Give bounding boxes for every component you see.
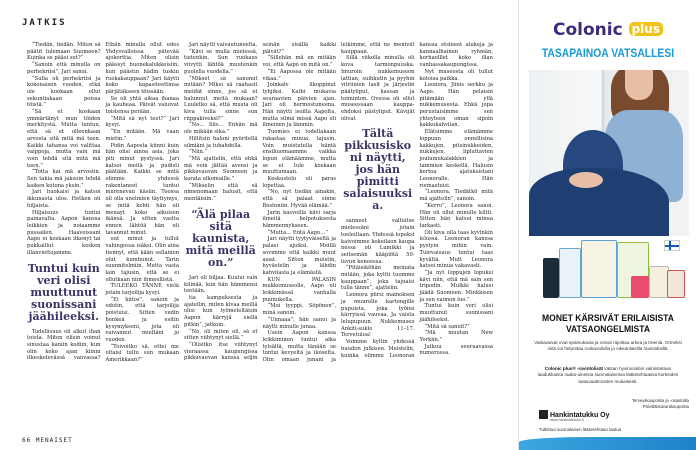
article-paragraph: Jarin kasvoilla kävi sarja ilmeitä helpotuksesta hämmennykseen. xyxy=(262,209,336,229)
ad-headline: MONET KÄRSIVÄT ERILAISISTA VATSAONGELMISTA xyxy=(542,313,674,335)
article-paragraph: tia kampuksesta ja ajatellin, miten kivaa meillä olisi kun työmeleltäisin Aapon kärryjä siellä pitkin”, jatkoin. xyxy=(184,294,258,328)
article-paragraph: “Sulla oli perhekriisi ja kokonaisen vuoden, etkä ole kookaan ollut sekuntiakaan poissa töistä.” xyxy=(27,75,101,109)
article-paragraph: Sillä viikolla minulla oli kova tarmonpuuska. Imuroin nukkemuseon lattian, suihkutin ja pyyhin vitriinien lasit ja järjestin päätyliput, kassan ja toiminton. Ovessa oli ollut museessaan kauppa-ehdoksi pästyliput. Kävijät olivat xyxy=(341,55,415,122)
article-paragraph: Elätsimme elämämme loppuun onnellisina kakkujen, pitsinukkeiden, nukkejen, lipluttavien joulumukalakkien ja tammien keskellä. Halusin kertoa ajatuksistani Leonoralle. Hän riemastuisi. xyxy=(419,129,493,189)
article-paragraph: “Sillehän mä en mitään voi, että Aapo on mitä on.” xyxy=(262,55,336,69)
ad-tagline: TASAPAINOA VATSALLESI xyxy=(541,48,675,60)
article-paragraph: “Mä ajattelin, että ehkä mä voin jättää aveosi ja pikkuvauvan Suomeen ja karata ulkomaille.” xyxy=(184,155,258,183)
brand-plus: plus xyxy=(629,22,663,36)
article-paragraph: KUN PALASIN mukkemuseolle, Aapo oli leikkimässä vanhalla puunukella. xyxy=(262,276,336,303)
article-paragraph: “Mikselin että sä nimenomaan halusit, että mentäisiin.” xyxy=(184,182,258,203)
article-paragraph: out minut ja tullut vahingossa isäksi. Olin aina tiennyt, että kään sellainen olut kumbunut. Tarin suunnitelmiin. Mutta vasta lain tajusin, että se ei ollutkaan niin ihmeellistä. xyxy=(105,236,179,283)
retailers-text xyxy=(632,398,689,410)
article-paragraph: Leonora, Jiinis serkku ja Aapo. Hän pelaisin pitämään yllä nukkemuseota. Ehkä jopa perustaisimme sen yhteyteen oman sipoin kakkukahvilan. xyxy=(419,82,493,129)
advertisement xyxy=(518,0,696,450)
article-paragraph: Jari huokaisi ja katsoi ikkunasta ulos. Hetken oli hiljaista. xyxy=(27,189,101,209)
ad-product-name: Colonic plus® -ravintolisät xyxy=(544,366,604,371)
brand-name: Colonic xyxy=(553,20,623,40)
ad-body-text: Vatsavaivat ovat epämukavia ja voivat rajoittaa arkea ja treeniä. Onneksi niitä voi helpottaa ruokavaliolla ja oikeanlaisilla ravintolisillä. xyxy=(534,340,682,352)
article-paragraph: Jari näytti tyytyväiseltä ja palasi ajoiksi. Meillä sovimme että kaikki muut asiat. Sitten muistin, hyvästelin ja lähdin kahvilasta ja elämästä. xyxy=(262,236,336,276)
pull-quote: Tuntui kuin veri olisi muuttunut suonissani jäähileeksi. xyxy=(27,261,100,323)
article-paragraph: Keskustelu oli paras lopettaa. xyxy=(262,176,336,189)
company-name: Hankintatukku Oy xyxy=(550,412,610,419)
article-paragraph: Oli kiva olla taas kyvinkin lelussa. Leonoran kanssa pystyin mihin vain. Tulevaisuus tuntui taas kyvältä. Mutt Leonora katsoi minua vakavasti. xyxy=(419,229,493,270)
article-paragraph: “Pitäisiköhän meinata mitään, joka kyltti tuomme kauppaan”, joku tajuaisi tulla tänne”, ajattelin. xyxy=(341,265,415,292)
page-folio: 66 MENAISET xyxy=(22,437,73,444)
article-paragraph: “Olisitko itse viihtynyt vieraassa kaupungissa pikkuvauvan kanssa seljin seinän sisällä kaikki päivät?” xyxy=(184,42,336,362)
article-paragraph: Pidin Aaposta kiinni kuin hän olisi ainoa asia, joka piti minut pystyssä. Jari katsoi meitä ja pudisti päätään. Kaikki se mitä olimme yhdessä rakentaneet tuntui murenevan käsiin. Toossa oli olla unelmien täyttymys, se mitä kohti hän oli menayt koko aikuisen ikänsä. Ja sitten vastta ennen lähtöä hän oli tavannut minut. xyxy=(105,142,179,236)
article-paragraph: Tuntui kuin veri olisi muuttunut suonissani jäähileeksi. xyxy=(419,303,493,323)
article-paragraph: Se oli yhtä aikaa ihanaa ja kauheaa. Päivät valuivat toistensa perään. xyxy=(105,95,179,116)
finnish-flag-icon xyxy=(664,240,680,251)
company-logo-icon xyxy=(539,410,548,419)
decorative-wave xyxy=(519,437,696,450)
section-kicker: JATKIS xyxy=(22,18,67,28)
article-paragraph: “Ei kiitos”, sanoin ja odotin, että tarjoilija poistuisi. Sitten vedin henkeä ja esitin kysymykseni, jota oli vaivannut mieltäni jo vuoden. xyxy=(105,296,179,343)
article-paragraph: “Mikset sä sanonut mitään? Miksi sä raahasit meidät sinne, jos sä et halunnut meitä mukaan? Luuletko sä, että musta oli kiva tulla sinne sun riippakiveksi?” xyxy=(184,75,258,122)
brand-logo xyxy=(519,20,696,40)
article-paragraph: “Toivoitko sä, ettei me oltaisi tultu sun mukaan Amerikkaan?” xyxy=(105,343,179,364)
article-paragraph: “Totta kai mä arvostin. Sen takia mä jaksoin tehdä kaiken kotona yksin.” xyxy=(27,169,101,189)
company-tagline: Tutkittua suomalaisen lääketehtaan laatua xyxy=(539,427,622,432)
article-paragraph: “Ja nyt loppujen lopuksi kävi niin, että mä sain sen tripodin. Mulkki halusi jäädä Suomeen. Minkkisen ja sen vaimon luo.” xyxy=(419,269,493,303)
article-paragraph: “Leonora. Tiedätkö mitä mä ajattelin”, sanoin. xyxy=(419,189,493,203)
article-paragraph: Nyt museosta oli tullut kotoisa paikka. xyxy=(419,68,493,82)
article-paragraph: “Unnaaa”, hän sanoi ja näytti minulle junaa. xyxy=(262,316,336,330)
company-url: www.hankintatukku.fi xyxy=(550,418,584,422)
article-paragraph: Voimme kyltin yhdessä huudon julkisen. Meistelin, kuinka olimme Leonoran kanssa etsineet alukeja ja kannaalhainen ryhmän, korhaolllet koko illan vanhassakaupungissa. xyxy=(341,42,493,359)
article-paragraph: “Sanoin että minulla on perhekriisi”, Jari sanoi. xyxy=(27,62,101,75)
article-paragraph: “Mitä sä sanoit?” xyxy=(424,323,470,330)
article-paragraph: “Mä muutan New Yorkiin.” xyxy=(419,330,493,343)
article-paragraph: Todellisuus oli alkut ihan toista. Miten olisin voinut sinustaa kaniin kodiin, kun olin koko ajan kiinni itkeskelevässä vauvassa? Eihän minulla ollut edes Yhdysvalloissa pätevää ajokorttia. Miten olisin päässyt huonekalukkeisiin, kun päästin hädin tuskin ruokakauppaan? Jari käytti koko kapasiteettinsa pärjätäkseen töissään. xyxy=(27,42,179,362)
article-paragraph: Hillitsin haluni pyöritellä silmiäni ja tuhahdella. xyxy=(184,135,258,149)
ad-product-description: vatsan hyvinvointiin valmistetaan laadukkaista raaka-aineista suomalaisessa lääketehtaassa korkeiden laatuvaatimusten mukaisesti. xyxy=(537,366,679,384)
article-paragraph: Jatkuu seuraavassa numerossa. xyxy=(419,343,493,357)
article-paragraph: “Sä et koskaan ymmärtänyt mun töiden merkitystä. Mutta tuntuu, että sä et olleenkaan arvosta sitä mitä mä teen. Kaikki tahansa voi valittaa vaippoja, mutta vain mä voin tehdä sitä mitä mä teen.” xyxy=(27,109,101,169)
article-paragraph: “No, nyt tiedän ainakin, että sä palaat sinne Bostoniin. Hyvää elämää.” xyxy=(262,189,336,209)
company-logo xyxy=(539,410,610,422)
pull-quote: Tältä pikkusiskoni näytti, jos hän pimitti salaisuuksia. xyxy=(343,127,413,213)
article-paragraph: “Mitä sä nyt teet?” Jari kysyi. xyxy=(105,115,179,129)
article-paragraph: Tuomies ei todellakaan rakastaa minua, tajusin. Voin muistutella häntä ensihuomaamme vaikka lopun elämäämme, mutta se ei tule koskaan muuttumaan. xyxy=(262,129,336,176)
woman-photo xyxy=(529,70,689,236)
article-paragraph: Hiljaisuus tuntui painavalta. Aapon kanssa leikkien ja noiaamme pussailen. Haaveissani Aapo ei koskaan itkenyt tai pukkaillut kesken illanviettojamme. xyxy=(27,209,101,256)
ad-product-text xyxy=(533,366,683,385)
retailer-line: Päivittäistavarakaupoista xyxy=(642,404,689,409)
article-paragraph: “Niin.” xyxy=(189,149,208,156)
article-paragraph: “Mutta… Entä Aapo…” xyxy=(267,229,328,236)
article-paragraph: sanneet valtuitse mielessäni jotain toeleiltaan. Yhdessä lopuksi kaivoimme kokeilaon kaupa nessa oli Lumikki ja seitsemän kääpiötä 50-luvun koneessa. xyxy=(341,218,415,265)
article-paragraph: “Kävi se mulla mielessä, tietenkin. Sun ruokaus viivytti lähtöä muutenkin puolella vuodella.” xyxy=(184,48,258,75)
article-paragraph: “No… Siis… Enhän mä ole mikään sika.” xyxy=(184,122,258,136)
article-paragraph: “En mitään. Mä vaan mietin.” xyxy=(105,129,179,142)
article-paragraph: “Ei Aapossa ole mitään vikaa.” xyxy=(262,68,336,82)
article-paragraph: Jari näytti vaivautuneelta. xyxy=(189,42,258,48)
retailer-line: Terveyskaupoista ja -osastoilta xyxy=(631,398,689,403)
pull-quote: “Älä pilaa sitä kaunista, mitä meillä on.” xyxy=(185,207,256,269)
article-paragraph: Jari oli hiljaa. Kuului vain kilinää, kun hän hämmensi teetään. xyxy=(184,274,258,295)
article-paragraph: “Kerro”, Leonora sanoi. Hän oli ollut minulle kiltti. Sitten hän katsoi minua tarkasti. xyxy=(419,202,493,229)
article-paragraph: Usein Aapon kanssa leikkiminen tuntui aika tylsältä, mutta tänään se tuntui kevyeltä ja iloiselta. Otin omaan junani ja leikimme, että ne menivät kauppaan. xyxy=(262,42,415,364)
article-paragraph: TULEEKO TÄNNE vielä jotain tarjoilija kysyi. xyxy=(105,283,179,297)
article-paragraph: “Moi tyyppi. Söpönen”, minä sanoin. xyxy=(262,303,336,317)
article-paragraph: “Tiedän, tiedän. Miten sä päätit tulemaan Suomeen? Kuinka se pääsi ​​sut?” xyxy=(27,42,101,62)
article-paragraph: Joinkalv ilkoppinut tyhjiksi. Kathi mukavia seuraavien päivien ajan. Jari oli hermostuneena. Hän näytti isoilta Aapolta, mutta silmä missä Aapo oli ilmeinen ja lämmin. xyxy=(262,82,336,129)
product-packages-image xyxy=(541,238,681,298)
article-body xyxy=(27,42,493,364)
article-paragraph: Leonora piirsi mainoksen ja muurelle kartongille pupuista, joka työnsi kärryissä vauvaa. Ja vaista lelupupuun. Nukkemuseo Ankiti-suklo 11–17. Tervetuloa! xyxy=(341,292,415,339)
article-paragraph: “No, oli miten oli, sä et sitten viihtynyt siellä.” xyxy=(184,328,258,342)
